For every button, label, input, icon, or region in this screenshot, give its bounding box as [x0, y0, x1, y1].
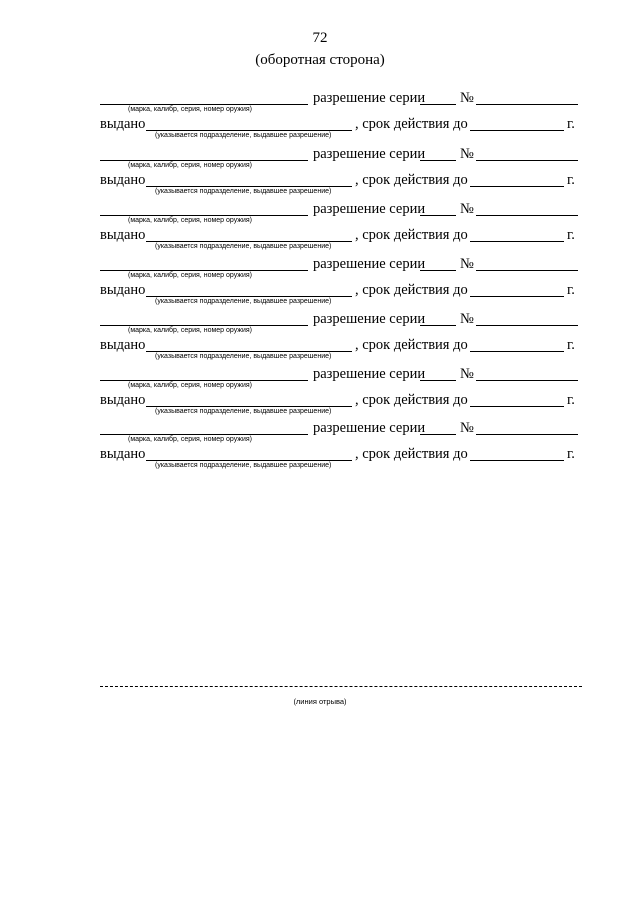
weapon-caption: (марка, калибр, серия, номер оружия)	[128, 217, 253, 224]
issued-label: выдано	[100, 227, 146, 243]
validity-label: , срок действия до	[355, 282, 468, 298]
issued-label: выдано	[100, 446, 146, 462]
permit-entry	[0, 88, 640, 144]
permit-series-field[interactable]	[420, 160, 456, 161]
permit-number-field[interactable]	[476, 160, 578, 161]
number-sign: №	[460, 366, 474, 382]
permit-series-label: разрешение серии	[313, 256, 426, 272]
permit-series-label: разрешение серии	[313, 366, 426, 382]
permit-series-field[interactable]	[420, 215, 456, 216]
permit-series-label: разрешение серии	[313, 201, 426, 217]
expiry-date-field[interactable]	[470, 460, 564, 461]
weapon-field[interactable]	[100, 160, 308, 161]
expiry-date-field[interactable]	[470, 406, 564, 407]
permit-series-field[interactable]	[420, 325, 456, 326]
permit-number-field[interactable]	[476, 215, 578, 216]
page-number: 72	[312, 30, 328, 46]
weapon-field[interactable]	[100, 434, 308, 435]
issuer-caption: (указывается подразделение, выдавшее разрешение)	[155, 188, 332, 195]
year-suffix: г.	[567, 337, 575, 353]
permit-series-field[interactable]	[420, 380, 456, 381]
issuer-field[interactable]	[146, 406, 352, 407]
number-sign: №	[460, 420, 474, 436]
issued-label: выдано	[100, 337, 146, 353]
issuer-field[interactable]	[146, 130, 352, 131]
issuer-field[interactable]	[146, 296, 352, 297]
page-subtitle: (оборотная сторона)	[255, 52, 385, 68]
weapon-caption: (марка, калибр, серия, номер оружия)	[128, 436, 253, 443]
issuer-field[interactable]	[146, 351, 352, 352]
permit-series-label: разрешение серии	[313, 90, 426, 106]
weapon-field[interactable]	[100, 325, 308, 326]
permit-number-field[interactable]	[476, 380, 578, 381]
year-suffix: г.	[567, 446, 575, 462]
validity-label: , срок действия до	[355, 446, 468, 462]
number-sign: №	[460, 256, 474, 272]
tear-line-caption: (линия отрыва)	[293, 697, 347, 706]
permit-number-field[interactable]	[476, 434, 578, 435]
issued-label: выдано	[100, 282, 146, 298]
permit-series-label: разрешение серии	[313, 420, 426, 436]
weapon-caption: (марка, калибр, серия, номер оружия)	[128, 382, 253, 389]
permit-entry	[0, 199, 640, 255]
permit-entry	[0, 144, 640, 200]
permit-number-field[interactable]	[476, 270, 578, 271]
validity-label: , срок действия до	[355, 172, 468, 188]
weapon-caption: (марка, калибр, серия, номер оружия)	[128, 327, 253, 334]
permit-series-label: разрешение серии	[313, 311, 426, 327]
validity-label: , срок действия до	[355, 227, 468, 243]
weapon-field[interactable]	[100, 215, 308, 216]
weapon-caption: (марка, калибр, серия, номер оружия)	[128, 272, 253, 279]
expiry-date-field[interactable]	[470, 351, 564, 352]
issued-label: выдано	[100, 392, 146, 408]
issuer-caption: (указывается подразделение, выдавшее разрешение)	[155, 408, 332, 415]
validity-label: , срок действия до	[355, 116, 468, 132]
permit-entry	[0, 254, 640, 310]
issued-label: выдано	[100, 116, 146, 132]
expiry-date-field[interactable]	[470, 241, 564, 242]
validity-label: , срок действия до	[355, 392, 468, 408]
year-suffix: г.	[567, 172, 575, 188]
permit-number-field[interactable]	[476, 325, 578, 326]
weapon-field[interactable]	[100, 104, 308, 105]
issuer-caption: (указывается подразделение, выдавшее разрешение)	[155, 298, 332, 305]
permit-series-field[interactable]	[420, 104, 456, 105]
year-suffix: г.	[567, 227, 575, 243]
permit-series-label: разрешение серии	[313, 146, 426, 162]
expiry-date-field[interactable]	[470, 130, 564, 131]
expiry-date-field[interactable]	[470, 296, 564, 297]
expiry-date-field[interactable]	[470, 186, 564, 187]
issuer-caption: (указывается подразделение, выдавшее разрешение)	[155, 243, 332, 250]
permit-series-field[interactable]	[420, 270, 456, 271]
number-sign: №	[460, 201, 474, 217]
weapon-field[interactable]	[100, 270, 308, 271]
number-sign: №	[460, 311, 474, 327]
number-sign: №	[460, 90, 474, 106]
issuer-caption: (указывается подразделение, выдавшее разрешение)	[155, 462, 332, 469]
permit-series-field[interactable]	[420, 434, 456, 435]
weapon-caption: (марка, калибр, серия, номер оружия)	[128, 106, 253, 113]
year-suffix: г.	[567, 282, 575, 298]
weapon-field[interactable]	[100, 380, 308, 381]
year-suffix: г.	[567, 392, 575, 408]
issuer-caption: (указывается подразделение, выдавшее разрешение)	[155, 353, 332, 360]
permit-entry	[0, 309, 640, 365]
weapon-caption: (марка, калибр, серия, номер оружия)	[128, 162, 253, 169]
permit-number-field[interactable]	[476, 104, 578, 105]
issuer-field[interactable]	[146, 460, 352, 461]
number-sign: №	[460, 146, 474, 162]
issuer-field[interactable]	[146, 241, 352, 242]
year-suffix: г.	[567, 116, 575, 132]
permit-entry	[0, 364, 640, 420]
tear-line	[100, 686, 582, 687]
issuer-caption: (указывается подразделение, выдавшее разрешение)	[155, 132, 332, 139]
issuer-field[interactable]	[146, 186, 352, 187]
issued-label: выдано	[100, 172, 146, 188]
validity-label: , срок действия до	[355, 337, 468, 353]
permit-entry	[0, 418, 640, 474]
